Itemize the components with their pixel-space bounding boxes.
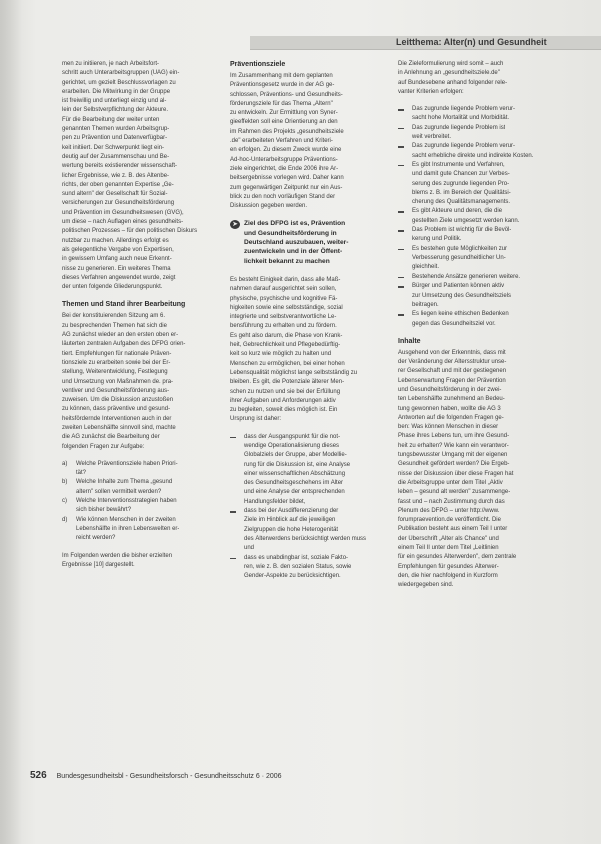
text-line: licher Ergebnisse, wie z. B. des Altenbe-: [62, 172, 170, 179]
text-line: Publikation besteht aus einem Teil I unter: [398, 526, 508, 533]
text-line: Plenum des DFPG – unter http://www.: [398, 507, 500, 514]
text-line: versicherungen zur Gesundheitsförderung: [62, 200, 175, 207]
text-line: tung gewonnen haben, wollte die AG 3: [398, 405, 501, 412]
text-line: higkeiten sowie eine selbstständige, sozial: [230, 304, 343, 311]
text-line: folgenden Fragen zur Aufgabe:: [62, 443, 145, 450]
text-line: heitsfördernde Interventionen auch in der: [62, 415, 172, 422]
dash-bullet-icon: [398, 226, 412, 245]
text-line: en erfolgen. Zu diesem Zweck wurde eine: [230, 147, 342, 154]
dash-bullet-icon: [398, 310, 412, 329]
paragraph-topics: [62, 312, 207, 451]
list-item-text: [76, 497, 177, 516]
text-line: in gewissem Umfang auch neue Erkennt-: [62, 256, 172, 263]
list-item-text: [412, 124, 505, 143]
bullet-list-principles: [230, 433, 375, 582]
text-line: einem Teil II unter dem Titel „Leitlinien: [398, 545, 499, 552]
list-item: [398, 226, 548, 245]
text-line: keit initiiert. Der Schwerpunkt liegt ein-: [62, 144, 165, 151]
text-line: gegen das Gesundheitsziel vor.: [412, 320, 496, 327]
highlight-callout: [230, 219, 375, 265]
text-column-right: [398, 60, 548, 591]
text-line: Es liegen keine ethischen Bedenken: [412, 311, 509, 318]
text-line: der unten folgende Gliederungspunkt.: [62, 284, 163, 291]
text-line: Das zugrunde liegende Problem verur-: [412, 143, 516, 150]
text-line: Menschen zu ermöglichen, bei einer hohen: [230, 360, 345, 367]
text-line: Lebenshälfte in ihren Lebenswelten er-: [76, 525, 180, 532]
text-line: ren, wie z. B. den sozialen Status, sowie: [244, 563, 352, 570]
text-line: Das zugrunde liegende Problem verur-: [412, 106, 516, 113]
text-line: reicht werden?: [76, 535, 116, 542]
text-line: gleichheit.: [412, 264, 440, 271]
text-line: Gesundheit gefördert werden? Die Ergeb-: [398, 461, 510, 468]
list-marker: a): [62, 460, 68, 467]
dash-bullet-icon: [230, 554, 244, 582]
text-line: heit, Gebrechlichkeit und Pflegebedürftig-: [230, 342, 341, 349]
text-line: ben: Was können Menschen in dieser: [398, 424, 499, 431]
text-line: erarbeiten. Die Mitwirkung in der Gruppe: [62, 88, 171, 95]
text-line: tungsbewusster Umgang mit der eigenen: [398, 452, 508, 459]
text-line: gestellten Ziele umgesetzt werden kann.: [412, 217, 520, 224]
list-item: [398, 310, 548, 329]
bullet-list-criteria: [398, 105, 548, 329]
spacer: [62, 544, 207, 552]
text-line: und Umsetzung von Maßnahmen de. pra-: [62, 378, 174, 385]
paragraph-results-intro: [62, 552, 207, 571]
text-line: einer wissenschaftlichen Abschätzung: [244, 470, 346, 477]
dash-mark: [398, 314, 404, 316]
text-line: ziele eingerichtet, die Ende 2006 ihre Ar-: [230, 165, 339, 172]
text-line: Es besteht Einigkeit darin, dass alle Maß-: [230, 276, 341, 283]
text-line: in Anlehnung an „gesundheitsziele.de": [398, 70, 500, 77]
text-line: der Veränderung der Altersstruktur unse-: [398, 359, 507, 366]
text-line: rung für die Diskussion ist, eine Analyse: [244, 461, 351, 468]
dash-bullet-icon: [398, 142, 412, 161]
text-line: die Arbeitsgruppe unter dem Titel „Aktiv: [398, 479, 503, 486]
text-line: keit so kurz wie möglich zu halten und: [230, 351, 332, 358]
list-item: [398, 161, 548, 207]
text-line: Das Problem ist wichtig für die Bevöl-: [412, 227, 512, 234]
text-line: tiert. Empfehlungen für nationale Präven-: [62, 350, 172, 357]
list-item-text: [244, 507, 366, 553]
text-line: um diese – nach Auflagen eines gesundheits-: [62, 219, 184, 226]
spacer: [230, 268, 375, 276]
text-line: der Überschrift „Alter als Chance" und: [398, 535, 499, 542]
text-line: zu entwickeln. Zur Ermittlung von Syner-: [230, 110, 338, 117]
dash-mark: [398, 249, 404, 251]
text-line: .de" erarbeiteten Verfahren und Kriteri-: [230, 138, 333, 145]
callout-line: und Gesundheitsförderung in: [244, 229, 337, 237]
section-heading-topics: Themen und Stand ihrer Bearbeitung: [62, 301, 186, 309]
text-line: des Älterwerdens berücksichtigt werden muss: [244, 535, 367, 542]
callout-line: Ziel des DFPG ist es, Prävention: [244, 220, 346, 228]
callout-text: [244, 219, 348, 265]
text-line: Welche Interventionsstrategien haben: [76, 498, 177, 505]
text-column-left: [62, 60, 207, 570]
dash-mark: [398, 211, 404, 213]
dash-mark: [230, 558, 236, 560]
text-line: und: [244, 545, 255, 552]
list-item-text: [412, 207, 519, 226]
text-column-middle: [230, 60, 375, 581]
spacer: [230, 211, 375, 219]
text-line: als gelegentliche Vergabe von Expertisen,: [62, 246, 174, 253]
text-line: nutzbar zu machen. Allerdings erfolgt es: [62, 237, 169, 244]
section-heading-contents: Inhalte: [398, 337, 421, 345]
callout-line: zuentwickeln und in der Öffent-: [244, 248, 343, 256]
text-line: dass der Ausgangspunkt für die not-: [244, 433, 341, 440]
dash-mark: [398, 128, 404, 130]
list-marker: c): [62, 498, 67, 505]
text-line: Im Zusammenhang mit dem geplanten: [230, 73, 333, 79]
text-line: nisse zu generieren. Ein weiteres Thema: [62, 265, 171, 272]
text-line: Es gibt Instrumente und Verfahren,: [412, 161, 505, 168]
text-line: Bestehende Ansätze generieren weitere.: [412, 273, 521, 280]
list-item: [398, 207, 548, 226]
list-item-text: [412, 142, 533, 161]
text-line: läuterten zentralen Aufgaben des DFPG orien-: [62, 341, 186, 348]
text-line: Globalziels der Gruppe, aber Modellie-: [244, 452, 347, 459]
text-line: Empfehlungen für gesundes Älterwer-: [398, 563, 499, 570]
text-line: Das zugrunde liegende Problem ist: [412, 124, 506, 131]
text-line: Ausgehend von der Erkenntnis, dass mit: [398, 349, 506, 356]
list-item: [230, 507, 375, 553]
section-header-title: Leitthema: Alter(n) und Gesundheit: [396, 37, 547, 47]
text-line: genannten Themen wurden Arbeitsgrup-: [62, 126, 170, 133]
binding-shadow: [0, 0, 22, 844]
text-line: Antworten auf die folgenden Fragen ge-: [398, 414, 504, 421]
text-line: lein der Selbstverpflichtung der Akteure.: [62, 107, 169, 114]
text-line: sund altern" der Gesellschaft für Sozial-: [62, 191, 168, 198]
text-line: AG zunächst wieder an den ersten oben er-: [62, 332, 179, 339]
text-line: zum gegenwärtigen Zeitpunkt nur ein Aus-: [230, 184, 343, 191]
text-line: dass bei der Ausdifferenzierung der: [244, 508, 339, 515]
text-line: Es geht also darum, die Phase von Krank-: [230, 332, 343, 339]
list-item: [62, 478, 207, 497]
text-line: und Gesundheitsförderung in der zwei-: [398, 387, 502, 393]
text-line: nahmen darauf ausgerichtet sein sollen,: [230, 286, 337, 293]
dash-mark: [230, 511, 236, 513]
dash-mark: [398, 277, 404, 279]
list-item: [62, 460, 207, 479]
list-marker: d): [62, 516, 68, 523]
text-line: wendige Operationalisierung dieses: [244, 442, 340, 449]
text-line: men zu initiieren, je nach Arbeitsfort-: [62, 61, 160, 67]
text-line: sacht erhebliche direkte und indirekte Kosten.: [412, 152, 534, 159]
text-line: und eine Analyse der entsprechenden: [244, 489, 345, 496]
list-item-text: [76, 478, 172, 497]
text-line: leben – gesund alt werden" zusammenge-: [398, 489, 511, 496]
dash-mark: [398, 146, 404, 148]
dash-bullet-icon: [398, 207, 412, 226]
list-item-text: [76, 460, 178, 479]
text-line: wiedergegeben sind.: [398, 582, 454, 589]
text-line: des Gesundheitsgeschehens im Alter: [244, 480, 344, 487]
list-item-text: [412, 161, 511, 207]
callout-line: Deutschland auszubauen, weiter-: [244, 239, 349, 247]
text-line: tät?: [76, 470, 87, 477]
text-line: ist freiwillig und unterliegt einzig und al-: [62, 98, 167, 105]
text-line: blems z. B. im Bereich der Qualitätsi-: [412, 189, 511, 196]
text-line: altern" sollen vermittelt werden?: [76, 488, 162, 495]
paragraph-working-groups: [62, 116, 207, 293]
text-line: schlossen, Präventions- und Gesundheits-: [230, 91, 343, 98]
text-line: Im Folgenden werden die bisher erzielten: [62, 552, 173, 559]
text-line: Bei der konstituierenden Sitzung am 6.: [62, 313, 166, 320]
callout-line: lichkeit bekannt zu machen: [244, 257, 330, 265]
text-line: beitsergebnisse vorlegen wird. Daher kann: [230, 175, 344, 182]
page-footer: [30, 771, 590, 782]
dash-mark: [398, 286, 404, 288]
text-line: fasst und – nach Zustimmung durch das: [398, 498, 505, 505]
dash-bullet-icon: [230, 507, 244, 553]
list-item: [398, 245, 548, 273]
text-line: Handlungsfelder bildet,: [244, 498, 306, 505]
text-line: wertung bereits existierender wissenschaft-: [62, 163, 178, 170]
list-item: [62, 497, 207, 516]
text-line: integrierte und selbstverantwortliche Le-: [230, 314, 337, 321]
text-line: Ziele im Hinblick auf die jeweiligen: [244, 517, 336, 524]
text-line: rer Gesellschaft und mit der gestiegenen: [398, 368, 507, 375]
text-line: bleiben. Es gilt, die Potenziale älterer Men-: [230, 379, 345, 386]
text-line: cherung des Qualitätsmanagements.: [412, 199, 511, 206]
text-line: gieeffekten soll eine Orientierung an den: [230, 119, 338, 126]
spacer: [62, 452, 207, 460]
paragraph-criteria-intro: [398, 60, 548, 97]
list-item-text: [244, 554, 351, 582]
text-line: pen zu Prävention und Datenverfügbar-: [62, 135, 168, 142]
text-line: weit verbreitet.: [412, 134, 452, 141]
text-line: serung des zugrunde liegenden Pro-: [412, 180, 510, 187]
dash-bullet-icon: [398, 282, 412, 310]
text-line: zu können, dass präventive und gesund-: [62, 406, 171, 413]
list-item-text: [76, 516, 179, 544]
list-item: [398, 273, 548, 283]
text-line: schritt auch Unterarbeitsgruppen (UAG) ein-: [62, 70, 180, 77]
dash-bullet-icon: [398, 124, 412, 143]
paragraph-prevention-goals: [230, 72, 375, 211]
list-item: [398, 124, 548, 143]
text-line: stellung, Weiterentwicklung, Festlegung: [62, 369, 168, 376]
text-line: Diskussion gegeben werden.: [230, 203, 308, 210]
list-item-text: [412, 245, 507, 273]
text-line: Ad-hoc-Unterarbeitsgruppe Präventions-: [230, 156, 338, 163]
spacer: [398, 97, 548, 105]
list-item: [398, 105, 548, 124]
dash-bullet-icon: [230, 433, 244, 507]
text-line: zu besprechenden Themen hat sich die: [62, 322, 167, 329]
text-line: förderungsziele für das Thema „Altern": [230, 100, 333, 107]
text-line: Verbesserung gesundheitlicher Un-: [412, 254, 506, 261]
text-line: Bürger und Patienten können aktiv: [412, 283, 505, 290]
text-line: zuweisen. Um die Diskussion anzustoßen: [62, 397, 174, 404]
text-line: sich bisher bewährt?: [76, 507, 132, 514]
dash-bullet-icon: [398, 245, 412, 273]
text-line: und damit gute Chancen zur Verbes-: [412, 171, 510, 178]
text-line: zweiten Lebenshälfte sinnvoll sind, machte: [62, 424, 176, 431]
text-line: heit zu erhalten? Wie kann ein verantwor-: [398, 442, 509, 449]
text-line: Welche Präventionsziele haben Priori-: [76, 460, 178, 467]
text-line: Wie können Menschen in der zweiten: [76, 516, 176, 523]
text-line: auf Bundesebene anhand folgender rele-: [398, 79, 508, 86]
text-line: Die Zieleformulierung wird somit – auch: [398, 61, 504, 67]
paragraph-contents: [398, 349, 548, 591]
text-line: die AG zunächst die Bearbeitung der: [62, 434, 160, 441]
text-line: für ein gesundes Älterwerden", dem zentrale: [398, 554, 517, 561]
list-item: [62, 516, 207, 544]
text-line: ventiver und Gesundheitsförderung aus-: [62, 387, 170, 394]
list-item-text: [412, 105, 515, 124]
list-marker: b): [62, 479, 68, 486]
text-line: zu begleiten, soweit dies möglich ist. Ein: [230, 407, 338, 414]
list-item: [230, 554, 375, 582]
dash-mark: [398, 165, 404, 167]
text-line: politischen Prozesses – für den politischen Diskurs: [62, 228, 198, 235]
dash-bullet-icon: [398, 161, 412, 207]
text-line: Präventionsgesetz wurde in der AG ge-: [230, 82, 335, 89]
text-line: deutig auf der Zusammenschau und Be-: [62, 153, 170, 160]
text-line: physische, psychische und kognitive Fä-: [230, 295, 338, 302]
dash-bullet-icon: [398, 105, 412, 124]
text-line: Lebenserwartung Fragen der Prävention: [398, 377, 506, 384]
question-list: [62, 460, 207, 544]
paragraph-consensus: [230, 276, 375, 425]
list-item: [230, 433, 375, 507]
list-item: [398, 142, 548, 161]
list-item-text: [412, 310, 509, 329]
text-line: Es bestehen gute Möglichkeiten zur: [412, 245, 508, 252]
journal-citation: Bundesgesundheitsbl - Gesundheitsforsch - Gesundheitsschutz 6 · 2006: [56, 773, 282, 780]
text-line: Gender-Aspekte zu berücksichtigen.: [244, 573, 341, 580]
paragraph-intro-continued: [62, 60, 207, 116]
list-item-text: [412, 282, 511, 310]
text-line: Lebensqualität möglichst lange selbstständig zu: [230, 369, 358, 376]
text-line: nisse der Diskussion über diese Fragen hat: [398, 470, 514, 477]
text-line: blick zu den noch vorläufigen Stand der: [230, 193, 336, 200]
text-line: vanter Kriterien erfolgen:: [398, 88, 464, 95]
text-line: forumpraevention.de veröffentlicht. Die: [398, 517, 501, 524]
text-line: zur Umsetzung des Gesundheitsziels: [412, 292, 512, 299]
text-line: dieses Verfahren angewendet wurde, zeigt: [62, 274, 176, 281]
text-line: Ergebnisse [10] dargestellt.: [62, 561, 135, 568]
spacer: [62, 292, 207, 300]
text-line: Welche Inhalte zum Thema „gesund: [76, 479, 173, 486]
text-line: gerichtet, um gezielt Beschlussvorlagen zu: [62, 79, 176, 86]
dash-bullet-icon: [398, 273, 412, 283]
text-line: dass es unabdingbar ist, soziale Fakto-: [244, 554, 349, 561]
spacer: [398, 329, 548, 337]
text-line: kerung und Politik.: [412, 236, 462, 243]
spacer: [230, 425, 375, 433]
text-line: tionsziele zu erarbeiten sowie bei der Er-: [62, 359, 171, 366]
dash-mark: [230, 437, 236, 439]
text-line: Ursprung ist daher:: [230, 416, 282, 423]
section-heading-prevention-goals: Präventionsziele: [230, 61, 286, 68]
text-line: Zielgruppen die hohe Heterogenität: [244, 526, 339, 533]
text-line: Phase ihres Lebens tun, um ihre Gesund-: [398, 433, 510, 440]
arrow-right-icon: ➤: [230, 220, 240, 229]
text-line: Es gibt Akteure und deren, die die: [412, 208, 503, 215]
text-line: bensführung zu erhalten und zu fördern.: [230, 323, 337, 330]
dash-mark: [398, 109, 404, 111]
text-line: richts, der oben genannten Expertise „Ge-: [62, 181, 174, 188]
page-number: 526: [30, 770, 47, 781]
text-line: sacht hohe Mortalität und Morbidität.: [412, 115, 510, 122]
text-line: beitragen.: [412, 301, 439, 308]
list-item-text: [412, 226, 511, 245]
list-item-text: [412, 273, 520, 283]
text-line: ihrer Aufgaben und Anforderungen aktiv: [230, 397, 336, 404]
list-item: [398, 282, 548, 310]
dash-mark: [398, 230, 404, 232]
text-line: ten Lebenshälfte zunehmend an Bedeu-: [398, 396, 505, 403]
list-item-text: [244, 433, 350, 507]
text-line: Für die Bearbeitung der weiter unten: [62, 116, 160, 123]
text-line: und Prävention im Gesundheitswesen (GVG),: [62, 209, 184, 216]
text-line: schen zu nutzen und sie bei der Erfüllung: [230, 388, 341, 395]
text-line: im Rahmen des Projekts „gesundheitsziele: [230, 128, 344, 135]
text-line: den, die hier nachfolgend in Kurzform: [398, 572, 498, 579]
